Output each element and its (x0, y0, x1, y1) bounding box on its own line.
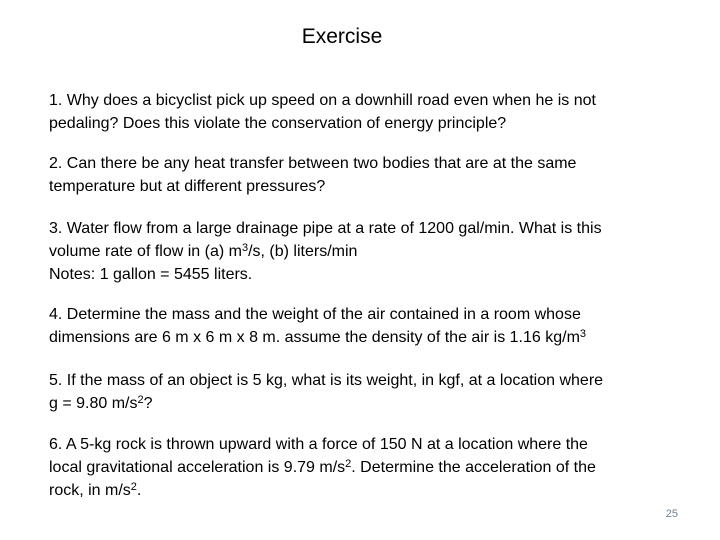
question-text: volume rate of flow in (a) m (49, 243, 242, 260)
question-line: 5. If the mass of an object is 5 kg, what is its weight, in kgf, at a location where (49, 372, 604, 389)
superscript: 2 (130, 481, 137, 493)
page-number: 25 (665, 508, 678, 520)
question-text: g = 9.80 m/s (49, 395, 138, 412)
question-line (49, 456, 689, 479)
question-line: 1. Why does a bicyclist pick up speed on a downhill road even when he is not (49, 92, 596, 109)
question-line: 4. Determine the mass and the weight of the air contained in a room whose (49, 306, 581, 323)
question-line: 3. Water flow from a large drainage pipe at a rate of 1200 gal/min. What is this (49, 220, 602, 237)
question-4 (49, 303, 689, 349)
question-text: ? (143, 395, 153, 412)
question-text: rock, in m/s (49, 482, 131, 499)
question-3 (49, 217, 689, 286)
question-6 (49, 433, 689, 502)
question-text: local gravitational acceleration is 9.79 m/s (49, 459, 346, 476)
question-line: 2. Can there be any heat transfer between two bodies that are at the same (49, 155, 577, 172)
question-line: pedaling? Does this violate the conservation of energy principle? (49, 115, 507, 132)
question-1 (49, 89, 689, 135)
question-line: 6. A 5-kg rock is thrown upward with a force of 150 N at a location where the (49, 436, 588, 453)
question-line (49, 392, 689, 415)
slide-title: Exercise (301, 25, 383, 48)
question-line (49, 326, 689, 349)
question-line: temperature but at different pressures? (49, 178, 326, 195)
question-text: . Determine the acceleration of the (351, 459, 596, 476)
question-text: /s, (b) liters/min (248, 243, 358, 260)
superscript: 2 (137, 394, 144, 406)
question-text: dimensions are 6 m x 6 m x 8 m. assume the density of the air is 1.16 kg/m (49, 329, 580, 346)
superscript: 3 (241, 242, 249, 254)
question-text: . (136, 482, 142, 499)
superscript: 2 (345, 458, 352, 470)
question-5 (49, 369, 689, 415)
question-2 (49, 152, 689, 198)
question-line (49, 240, 689, 263)
question-line (49, 479, 689, 502)
superscript: 3 (579, 328, 587, 340)
question-note: Notes: 1 gallon = 5455 liters. (49, 266, 253, 283)
